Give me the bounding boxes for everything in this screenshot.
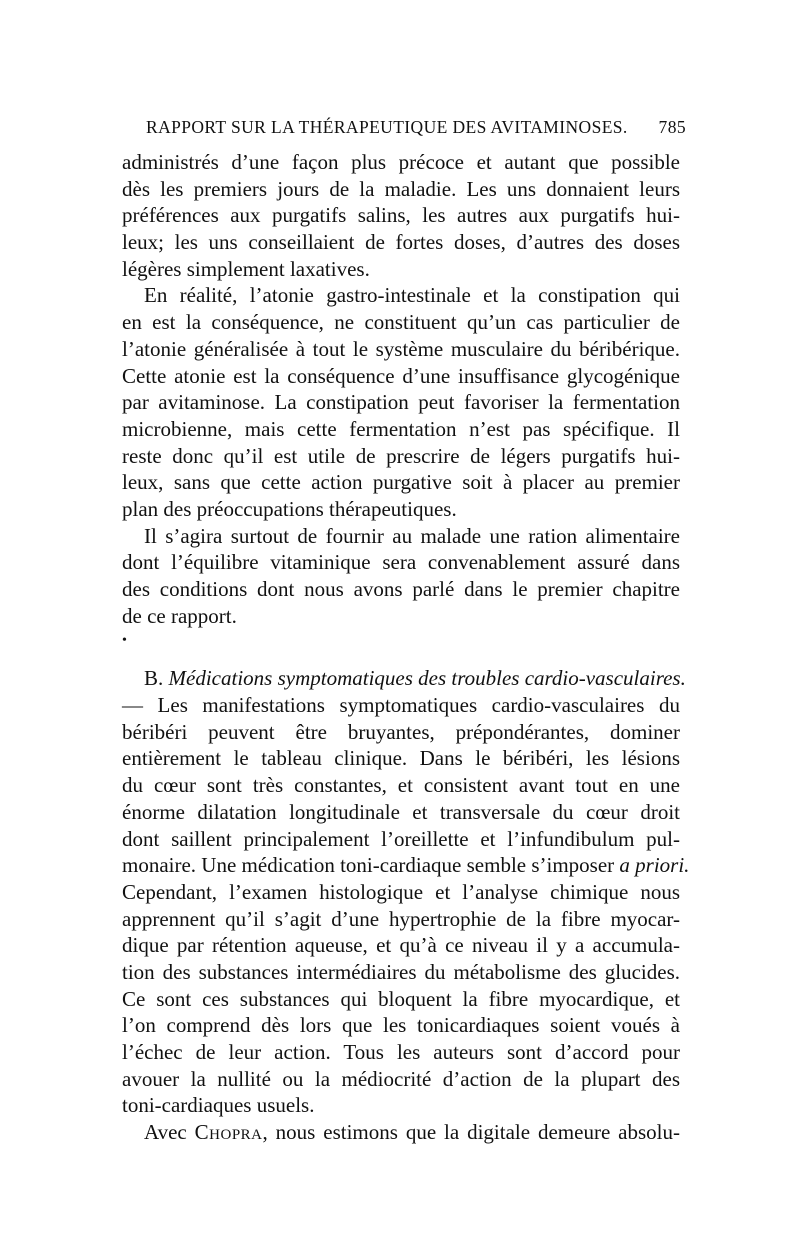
text-line: énorme dilatation longitudinale et transversale du cœur droit: [122, 799, 680, 824]
text-line: dont l’équilibre vitaminique sera convenablement assuré dans: [122, 550, 680, 575]
text-line: reste donc qu’il est utile de prescrire de légers purgatifs hui-: [122, 443, 680, 468]
text-line: l’atonie généralisée à tout le système musculaire du béribérique.: [122, 336, 680, 361]
text-line: — Les manifestations symptomatiques cardio-vasculaires du: [122, 693, 680, 718]
text-line: tion des substances intermédiaires du métabolisme des glucides.: [122, 959, 680, 984]
text-line: microbienne, mais cette fermentation n’est pas spécifique. Il: [122, 416, 680, 441]
text-line: Cette atonie est la conséquence d’une insuffisance glycogénique: [122, 363, 680, 388]
section-letter: B.: [144, 666, 164, 691]
text-run: monaire. Une médication toni-cardiaque semble s’imposer: [122, 853, 615, 878]
text-line: légères simplement laxatives.: [122, 256, 370, 281]
text-line: en est la conséquence, ne constituent qu’un cas particulier de: [122, 310, 680, 335]
text-line: [122, 852, 690, 879]
text-line: avouer la nullité ou la médiocrité d’action de la plupart des: [122, 1066, 680, 1091]
text-line: Cependant, l’examen histologique et l’analyse chimique nous: [122, 879, 680, 904]
text-line: administrés d’une façon plus précoce et autant que possible: [122, 150, 680, 174]
text-line: des conditions dont nous avons parlé dans le premier chapitre: [122, 577, 680, 601]
text-line: par avitaminose. La constipation peut favoriser la fermentation: [122, 390, 680, 415]
text-line: Ce sont ces substances qui bloquent la fibre myocardique, et: [122, 986, 680, 1011]
text-run: Avec: [144, 1120, 187, 1145]
text-line: toni-cardiaques usuels.: [122, 1093, 315, 1118]
text-line: entièrement le tableau clinique. Dans le béribéri, les lésions: [122, 746, 680, 771]
text-line: l’échec de leur action. Tous les auteurs sont d’accord pour: [122, 1040, 680, 1064]
text-line: dique par rétention aqueuse, et qu’à ce niveau il y a accumula-: [122, 933, 680, 958]
bullet-mark: •: [122, 633, 127, 649]
text-line: Il s’agira surtout de fournir au malade une ration alimentaire: [144, 523, 680, 548]
text-line: leux, sans que cette action purgative soit à placer au premier: [122, 470, 680, 495]
text-line: apprennent qu’il s’agit d’une hypertrophie de la fibre myocar-: [122, 906, 680, 931]
text-line: béribéri peuvent être bruyantes, prépondérantes, dominer: [122, 719, 680, 744]
text-line: leux; les uns conseillaient de fortes doses, d’autres des doses: [122, 230, 680, 255]
text-line: de ce rapport.: [122, 603, 237, 628]
text-line: préférences aux purgatifs salins, les autres aux purgatifs hui-: [122, 203, 680, 228]
page-number: 785: [658, 117, 686, 137]
text-line: plan des préoccupations thérapeutiques.: [122, 496, 457, 521]
author-name: Chopra: [194, 1120, 263, 1145]
text-line: En réalité, l’atonie gastro-intestinale et la constipation qui: [144, 283, 680, 308]
section-heading: [122, 665, 686, 692]
text-line: [122, 1119, 680, 1146]
italic-phrase: a priori.: [619, 853, 690, 878]
running-head: [146, 117, 686, 143]
body-text: [122, 149, 690, 1146]
text-line: dont saillent principalement l’oreillette et l’infundibulum pul-: [122, 826, 680, 851]
text-line: du cœur sont très constantes, et consistent avant tout en une: [122, 773, 680, 798]
text-line: l’on comprend dès lors que les tonicardiaques soient voués à: [122, 1013, 680, 1038]
section-title: Médications symptomatiques des troubles cardio-vasculaires.: [168, 666, 686, 691]
text-run: , nous estimons que la digitale demeure absolu-: [262, 1120, 680, 1145]
text-line: dès les premiers jours de la maladie. Les uns donnaient leurs: [122, 176, 680, 201]
running-title: RAPPORT SUR LA THÉRAPEUTIQUE DES AVITAMINOSES.: [146, 117, 628, 137]
